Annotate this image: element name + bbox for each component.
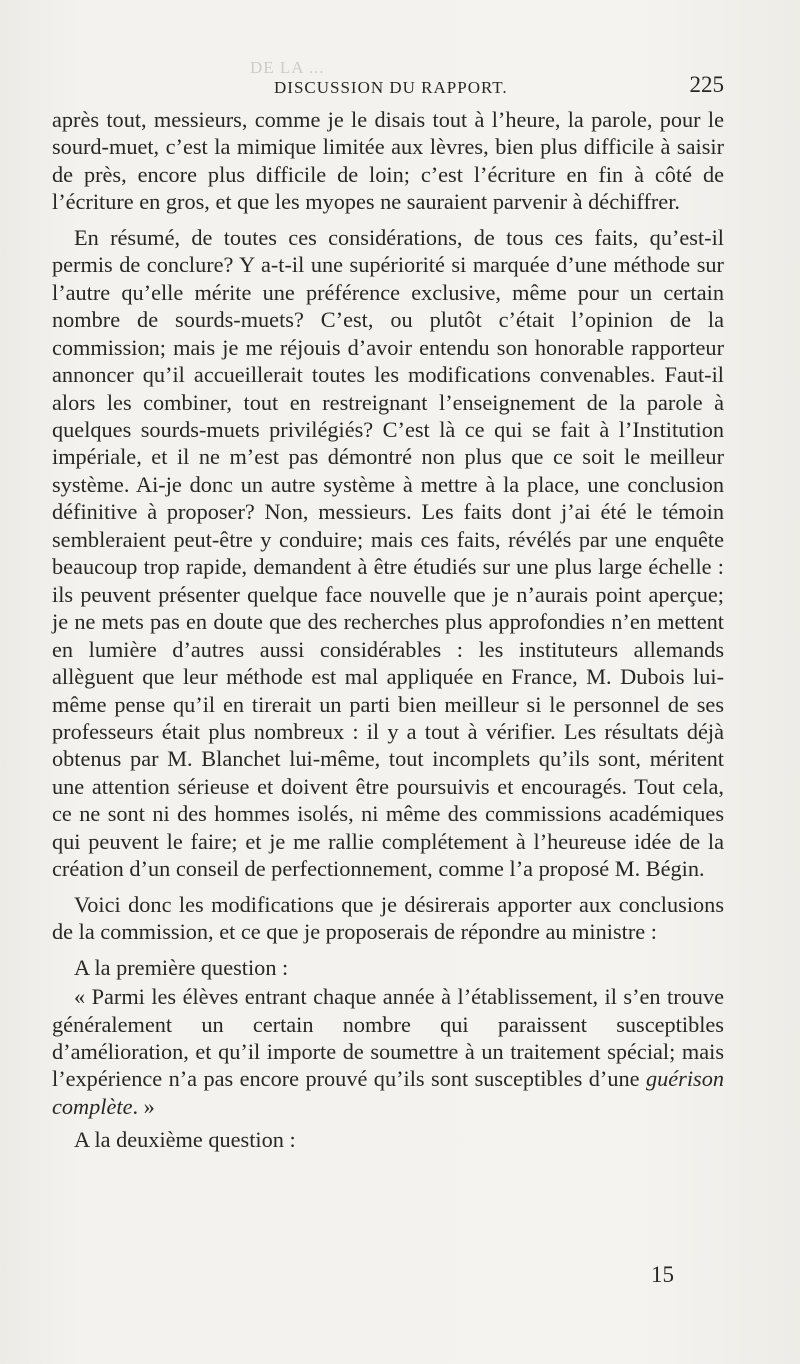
- page-number: 225: [689, 72, 724, 97]
- signature-mark: 15: [651, 1262, 674, 1287]
- second-question-heading: A la deuxième question :: [74, 1127, 296, 1153]
- paragraph-summary: En résumé, de toutes ces considérations, de tous ces faits, qu’est-il permis de conclure? Y a-t-il une supériorité si marquée d’une méthode sur l’autre qu’elle mérite une préférence exclusive, même pour un certain nombre de sourds-muets? C’est, ou plutôt c’était l’opinion de la commission; mais je me réjouis d’avoir entendu son honorable rapporteur annoncer qu’il accueillerait toutes les modifications convenables. Faut-il alors les combiner, tout en restreignant l’enseignement de la parole à quelques sourds-muets privilégiés? C’est là ce qui se fait à l’Institution impériale, et il ne m’est pas démontré non plus que ce soit le meilleur système. Ai-je donc un autre système à mettre à la place, une conclusion définitive à proposer? Non, messieurs. Les faits dont j’ai été le témoin sembleraient peut-être y conduire; mais ces faits, révélés par une enquête beaucoup trop rapide, demandent à être étudiés sur une plus large échelle : ils peuvent présenter quelque face nouvelle que je n’aurais point aperçue; je ne mets pas en doute que des recherches plus approfondies n’en mettent en lumière d’autres aussi considérables : les instituteurs allemands allèguent que leur méthode est mal appliquée en France, M. Dubois lui-même pense qu’il en tirerait un parti bien meilleur si le personnel de ses professeurs était plus nombreux : il y a tout à vérifier. Les résultats déjà obtenus par M. Blanchet lui-même, tout incomplets qu’ils sont, méritent une attention sérieuse et doivent être poursuivis et encouragés. Tout cela, ce ne sont ni des hommes isolés, ni même des commissions académiques qui peuvent le faire; et je me rallie complétement à l’heureuse idée de la création d’un conseil de perfectionnement, comme l’a proposé M. Bégin.: [52, 224, 724, 882]
- running-title: DISCUSSION DU RAPPORT.: [274, 78, 508, 97]
- first-question-answer: [52, 983, 724, 1120]
- paragraph-modifications: Voici donc les modifications que je désirerais apporter aux conclusions de la commission, et ce que je proposerais de répondre au ministre :: [52, 891, 724, 945]
- page-header: [52, 70, 724, 104]
- bleed-through-text: DE LA ...: [250, 58, 325, 77]
- body-text: [52, 106, 724, 1154]
- first-question-heading: A la première question :: [74, 954, 289, 980]
- answer-text: « Parmi les élèves entrant chaque année à l’établissement, il s’en trouve généralement un certain nombre qui paraissent susceptibles d’amélioration, et qu’il importe de soumettre à un traitement spécial; mais l’expérience n’a pas encore prouvé qu’ils sont susceptibles d’une: [52, 984, 724, 1092]
- answer-italic-text: guérison complète: [52, 1066, 724, 1119]
- answer-closing: . »: [132, 1093, 155, 1119]
- paragraph-continuation: après tout, messieurs, comme je le disais tout à l’heure, la parole, pour le sourd-muet, c’est la mimique limitée aux lèvres, bien plus difficile à saisir de près, encore plus difficile de loin; c’est l’écriture en fin à côté de l’écriture en gros, et que les myopes ne sauraient parvenir à déchiffrer.: [52, 107, 724, 215]
